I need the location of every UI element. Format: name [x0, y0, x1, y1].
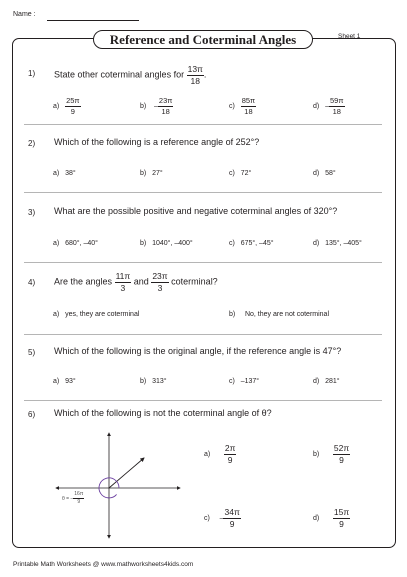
- divider: [24, 124, 382, 125]
- question-number: 1): [28, 69, 36, 78]
- worksheet-title: Reference and Coterminal Angles: [93, 30, 313, 49]
- option-c[interactable]: c) 675°, –45°: [229, 240, 274, 247]
- question-text: Which of the following is not the coterminal angle of θ?: [54, 408, 272, 418]
- option-a[interactable]: a) $\frac{2\pi}{9}$: [204, 443, 236, 465]
- footer-credit: Printable Math Worksheets @ www.mathworksheets4kids.com: [13, 561, 194, 568]
- question-number: 4): [28, 278, 36, 287]
- option-a[interactable]: a) $\frac{25\pi}{9}$: [53, 96, 80, 116]
- question-text: What are the possible positive and negative coterminal angles of 320°?: [54, 206, 338, 216]
- option-c[interactable]: c) – $\frac{34\pi}{9}$: [204, 507, 240, 529]
- option-a[interactable]: a) 680°, –40°: [53, 240, 98, 247]
- option-d[interactable]: d) 58°: [313, 170, 336, 177]
- option-b[interactable]: b) No, they are not coterminal: [229, 311, 330, 318]
- option-b[interactable]: b) – $\frac{23\pi}{18}$: [140, 96, 173, 116]
- name-label: Name :: [13, 11, 36, 18]
- question-text: Are the angles $\frac{11\pi}{3}$ and $\frac{23\pi}{3}$ coterminal?: [54, 271, 218, 293]
- option-d[interactable]: d) $\frac{15\pi}{9}$: [313, 507, 350, 529]
- option-d[interactable]: d) – $\frac{59\pi}{18}$: [313, 96, 344, 116]
- divider: [24, 192, 382, 193]
- option-d[interactable]: d) 135°, –405°: [313, 240, 362, 247]
- option-b[interactable]: b) 27°: [140, 170, 163, 177]
- question-number: 6): [28, 410, 36, 419]
- divider: [24, 262, 382, 263]
- divider: [24, 334, 382, 335]
- question-text: Which of the following is the original angle, if the reference angle is 47°?: [54, 346, 342, 356]
- question-text: State other coterminal angles for $\frac{13\pi}{18}$ .: [54, 64, 207, 86]
- question-number: 3): [28, 208, 36, 217]
- question-number: 5): [28, 348, 36, 357]
- option-c[interactable]: c) 72°: [229, 170, 252, 177]
- option-a[interactable]: a) 93°: [53, 378, 76, 385]
- terminal-side: [109, 458, 144, 488]
- option-b[interactable]: b) $\frac{52\pi}{9}$: [313, 443, 350, 465]
- option-c[interactable]: c) –137°: [229, 378, 260, 385]
- fraction: $\frac{23\pi}{3}$: [152, 271, 168, 293]
- option-a[interactable]: a) 38°: [53, 170, 76, 177]
- option-b[interactable]: b) 1040°, –400°: [140, 240, 193, 247]
- angle-diagram: [54, 430, 182, 540]
- option-c[interactable]: c) $\frac{85\pi}{18}$: [229, 96, 256, 116]
- sheet-number: Sheet 1: [338, 33, 361, 40]
- name-line: [47, 20, 139, 21]
- option-a[interactable]: a) yes, they are coterminal: [53, 311, 140, 318]
- question-text: Which of the following is a reference angle of 252°?: [54, 137, 260, 147]
- option-b[interactable]: b) 313°: [140, 378, 167, 385]
- fraction: $\frac{11\pi}{3}$: [115, 271, 131, 293]
- question-number: 2): [28, 139, 36, 148]
- option-d[interactable]: d) 281°: [313, 378, 340, 385]
- theta-label: θ = – $\frac{16\pi}{9}$: [62, 491, 84, 505]
- fraction: $\frac{13\pi}{18}$: [187, 64, 203, 86]
- divider: [24, 400, 382, 401]
